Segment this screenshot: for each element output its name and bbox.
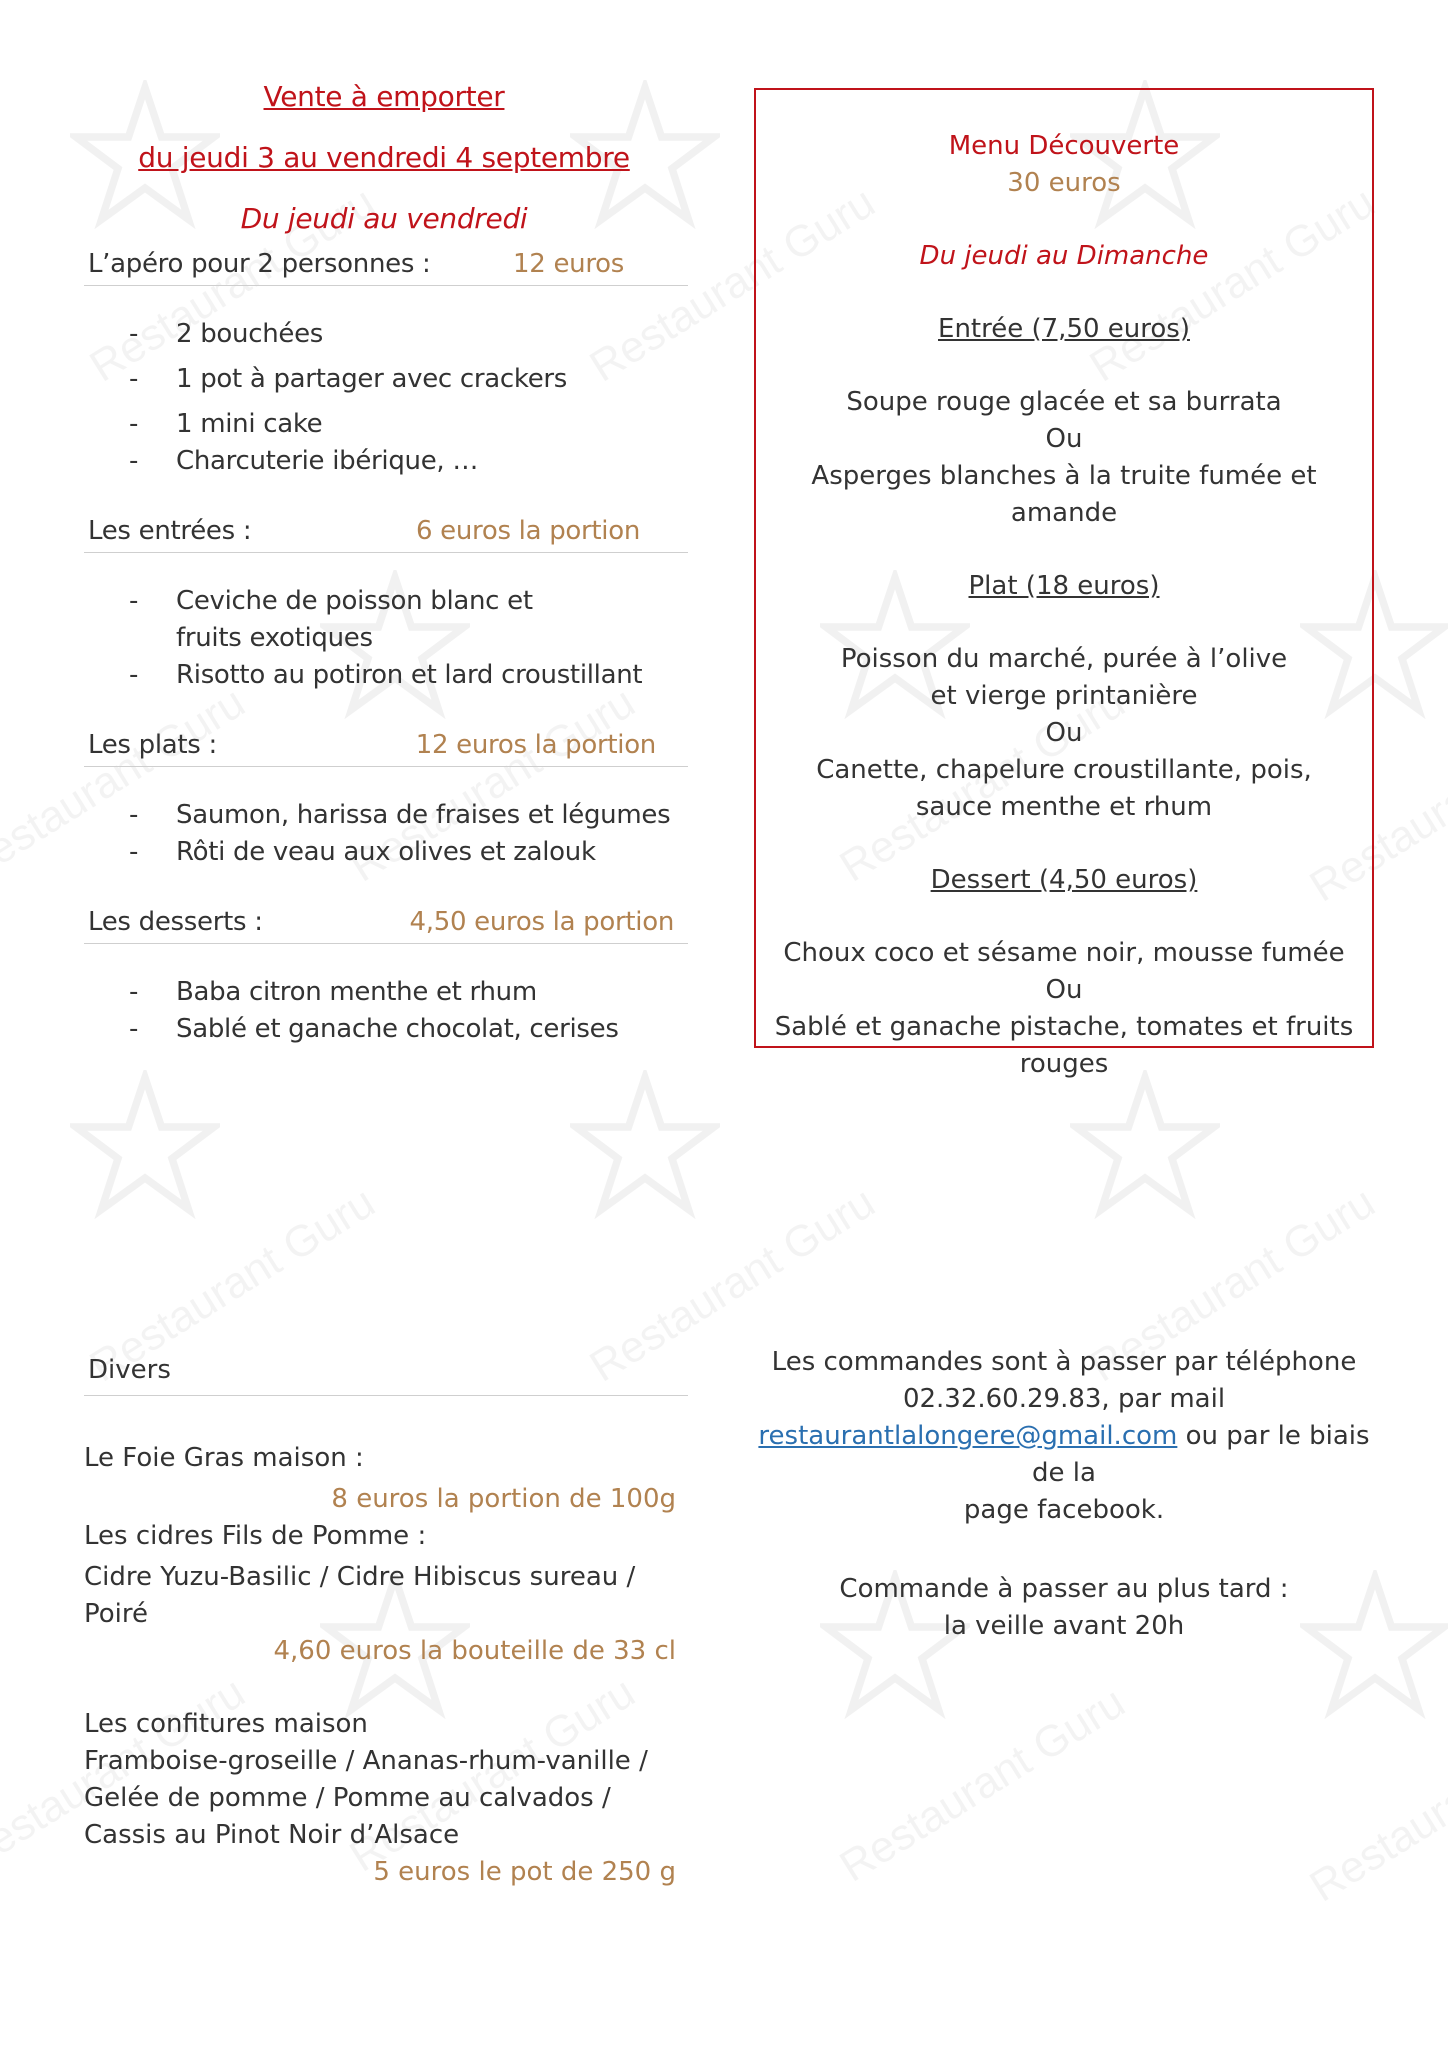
section-header-divers (84, 1352, 688, 1396)
menu-price: 30 euros (1007, 168, 1121, 198)
takeaway-subtitle: Du jeudi au vendredi (240, 202, 528, 235)
entree-heading: Entrée (7,50 euros) (938, 314, 1190, 344)
takeaway-title: Vente à emporter (263, 80, 505, 113)
takeaway-dates: du jeudi 3 au vendredi 4 septembre (138, 141, 630, 174)
section-price: 6 euros la portion (415, 516, 640, 546)
dessert-heading: Dessert (4,50 euros) (930, 865, 1198, 895)
plat-option: Canette, chapelure croustillante, pois, (816, 755, 1312, 785)
order-line-rest: ou par le biais de la (1032, 1421, 1370, 1488)
desserts-list (84, 974, 684, 1048)
confitures-price: 5 euros le pot de 250 g (373, 1857, 676, 1887)
section-label: L’apéro pour 2 personnes : (88, 249, 431, 279)
cidres-list: Cidre Yuzu-Basilic / Cidre Hibiscus sureau / Poiré (84, 1562, 636, 1629)
or-separator: Ou (1045, 975, 1083, 1005)
watermark-star-icon (70, 1070, 220, 1220)
section-label: Les entrées : (88, 516, 252, 546)
section-label: Les plats : (88, 730, 217, 760)
watermark-star-icon (1070, 1070, 1220, 1220)
order-email-line (754, 1418, 1374, 1492)
menu-decouverte-box (754, 88, 1374, 1079)
apero-list (84, 316, 684, 480)
plat-option: et vierge printanière (930, 681, 1198, 711)
list-item: - 2 bouchées (84, 316, 696, 353)
cidres-label: Les cidres Fils de Pomme : (84, 1521, 427, 1551)
foie-gras-label: Le Foie Gras maison : (84, 1443, 364, 1473)
section-label: Les desserts : (88, 907, 263, 937)
plat-option: sauce menthe et rhum (915, 792, 1213, 822)
list-item: - Rôti de veau aux olives et zalouk (84, 834, 696, 871)
section-label: Divers (88, 1355, 171, 1385)
order-info (754, 1344, 1374, 1645)
confitures-line: Framboise-groseille / Ananas-rhum-vanille / (84, 1746, 648, 1776)
confitures-label: Les confitures maison (84, 1709, 368, 1739)
order-deadline-time: la veille avant 20h (943, 1611, 1185, 1641)
divers-section (84, 1352, 684, 1891)
list-item: - 1 pot à partager avec crackers (84, 361, 696, 398)
or-separator: Ou (1045, 424, 1083, 454)
cidres-price: 4,60 euros la bouteille de 33 cl (273, 1636, 676, 1666)
section-price: 12 euros (513, 249, 624, 279)
dessert-option: Choux coco et sésame noir, mousse fumée (783, 938, 1345, 968)
section-header-entrees (84, 516, 688, 553)
order-line: Les commandes sont à passer par téléphone (771, 1347, 1357, 1377)
section-price: 4,50 euros la portion (409, 907, 674, 937)
order-phone-line: 02.32.60.29.83, par mail (902, 1384, 1226, 1414)
takeaway-column (84, 80, 684, 1048)
order-deadline: Commande à passer au plus tard : (839, 1574, 1289, 1604)
menu-days: Du jeudi au Dimanche (919, 241, 1209, 271)
entree-option: Asperges blanches à la truite fumée et amande (811, 461, 1317, 528)
list-item: - Saumon, harissa de fraises et légumes (84, 797, 696, 834)
list-item: - Ceviche de poisson blanc et fruits exotiques (84, 583, 596, 657)
confitures-line: Cassis au Pinot Noir d’Alsace (84, 1820, 460, 1850)
list-item: - Sablé et ganache chocolat, cerises (84, 1011, 696, 1048)
list-item: - Charcuterie ibérique, … (84, 443, 696, 480)
section-header-apero (84, 249, 688, 286)
watermark-text (831, 1678, 1133, 1893)
or-separator: Ou (1045, 718, 1083, 748)
section-header-desserts (84, 907, 688, 944)
entrees-list (84, 583, 684, 694)
section-header-plats (84, 730, 688, 767)
list-item: - Risotto au potiron et lard croustillant (84, 657, 696, 694)
entree-option: Soupe rouge glacée et sa burrata (846, 387, 1282, 417)
plats-list (84, 797, 684, 871)
plat-heading: Plat (18 euros) (968, 571, 1160, 601)
foie-gras-price: 8 euros la portion de 100g (331, 1484, 676, 1514)
plat-option: Poisson du marché, purée à l’olive (840, 644, 1288, 674)
watermark-text (1301, 1698, 1448, 1913)
menu-title: Menu Découverte (948, 131, 1180, 161)
order-line: page facebook. (963, 1495, 1165, 1525)
list-item: - 1 mini cake (84, 406, 696, 443)
confitures-line: Gelée de pomme / Pomme au calvados / (84, 1783, 611, 1813)
email-link[interactable]: restaurantlalongere@gmail.com (758, 1421, 1178, 1451)
section-price: 12 euros la portion (415, 730, 656, 760)
dessert-option: Sablé et ganache pistache, tomates et fruits rouges (774, 1012, 1354, 1079)
list-item: - Baba citron menthe et rhum (84, 974, 696, 1011)
watermark-star-icon (570, 1070, 720, 1220)
